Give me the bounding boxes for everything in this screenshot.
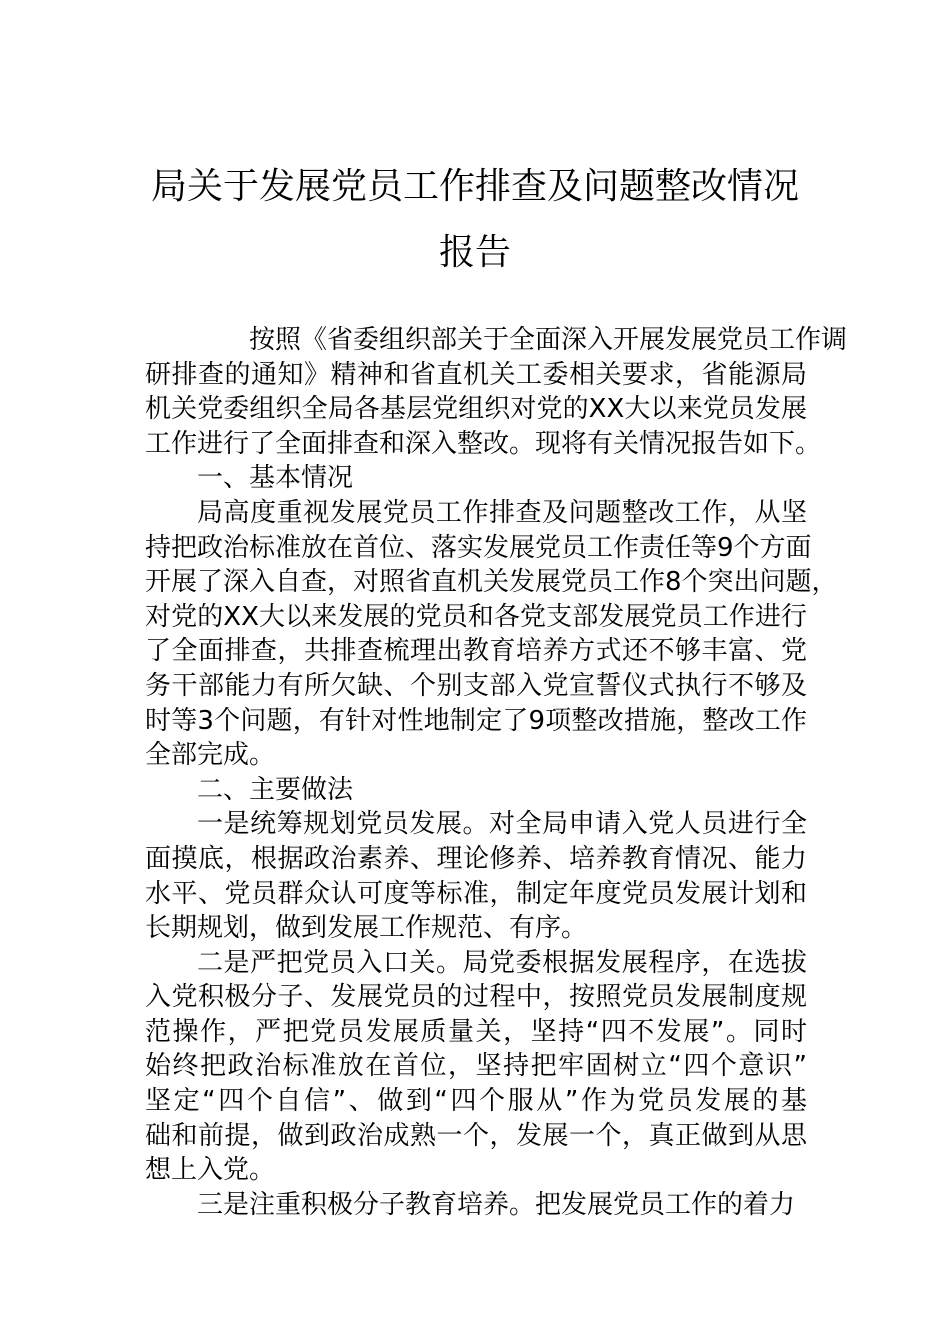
paragraph-line: 一是统筹规划党员发展。对全局申请入党人员进行全 [197, 809, 807, 840]
paragraph-line: 了全面排查，共排查梳理出教育培养方式还不够丰富、党 [145, 636, 807, 667]
paragraph-line: 全部完成。 [145, 740, 276, 771]
paragraph-line: 研排查的通知》精神和省直机关工委相关要求，省能源局 [145, 359, 807, 390]
intro-paragraph [145, 323, 848, 461]
paragraph-line: 始终把政治标准放在首位，坚持把牢固树立“四个意识” [145, 1051, 807, 1082]
paragraph-line: 础和前提，做到政治成熟一个，发展一个，真正做到从思 [145, 1120, 807, 1151]
paragraph-line: 务干部能力有所欠缺、个别支部入党宣誓仪式执行不够及 [145, 670, 807, 701]
paragraph-line: 想上入党。 [145, 1155, 276, 1186]
document-body [145, 323, 848, 1222]
section-heading-practices: 二、主要做法 [197, 774, 354, 805]
document-title-line-2: 报告 [438, 232, 511, 273]
paragraph-line: 机关党委组织全局各基层党组织对党的XX大以来党员发展 [145, 394, 807, 425]
paragraph-line: 范操作，严把党员发展质量关，坚持“四不发展”。同时 [145, 1016, 807, 1047]
paragraph-line: 长期规划，做到发展工作规范、有序。 [145, 913, 588, 944]
paragraph-line: 开展了深入自查，对照省直机关发展党员工作8个突出问题， [145, 567, 838, 598]
paragraph-line: 三是注重积极分子教育培养。把发展党员工作的着力 [197, 1189, 796, 1220]
section2a-paragraph [145, 807, 807, 945]
paragraph-line: 局高度重视发展党员工作排查及问题整改工作，从坚 [197, 497, 807, 528]
section1-paragraph [145, 496, 838, 773]
section2c-paragraph [145, 1188, 807, 1223]
paragraph-line: 按照《省委组织部关于全面深入开展发展党员工作调 [249, 325, 848, 355]
paragraph-line: 水平、党员群众认可度等标准，制定年度党员发展计划和 [145, 878, 807, 909]
paragraph-line: 入党积极分子、发展党员的过程中，按照党员发展制度规 [145, 982, 807, 1013]
paragraph-line: 时等3个问题，有针对性地制定了9项整改措施，整改工作 [145, 705, 807, 736]
paragraph-line: 坚定“四个自信”、做到“四个服从”作为党员发展的基 [145, 1086, 807, 1117]
section2b-paragraph [145, 946, 807, 1188]
section-heading-basic: 一、基本情况 [197, 463, 354, 494]
document-title-line-1: 局关于发展党员工作排查及问题整改情况 [150, 166, 799, 207]
paragraph-line: 对党的XX大以来发展的党员和各党支部发展党员工作进行 [145, 601, 807, 632]
paragraph-line: 面摸底，根据政治素养、理论修养、培养教育情况、能力 [145, 843, 807, 874]
paragraph-line: 二是严把党员入口关。局党委根据发展程序，在选拔 [197, 947, 807, 978]
paragraph-line: 工作进行了全面排查和深入整改。现将有关情况报告如下。 [145, 428, 822, 459]
paragraph-line: 持把政治标准放在首位、落实发展党员工作责任等9个方面 [145, 532, 812, 563]
